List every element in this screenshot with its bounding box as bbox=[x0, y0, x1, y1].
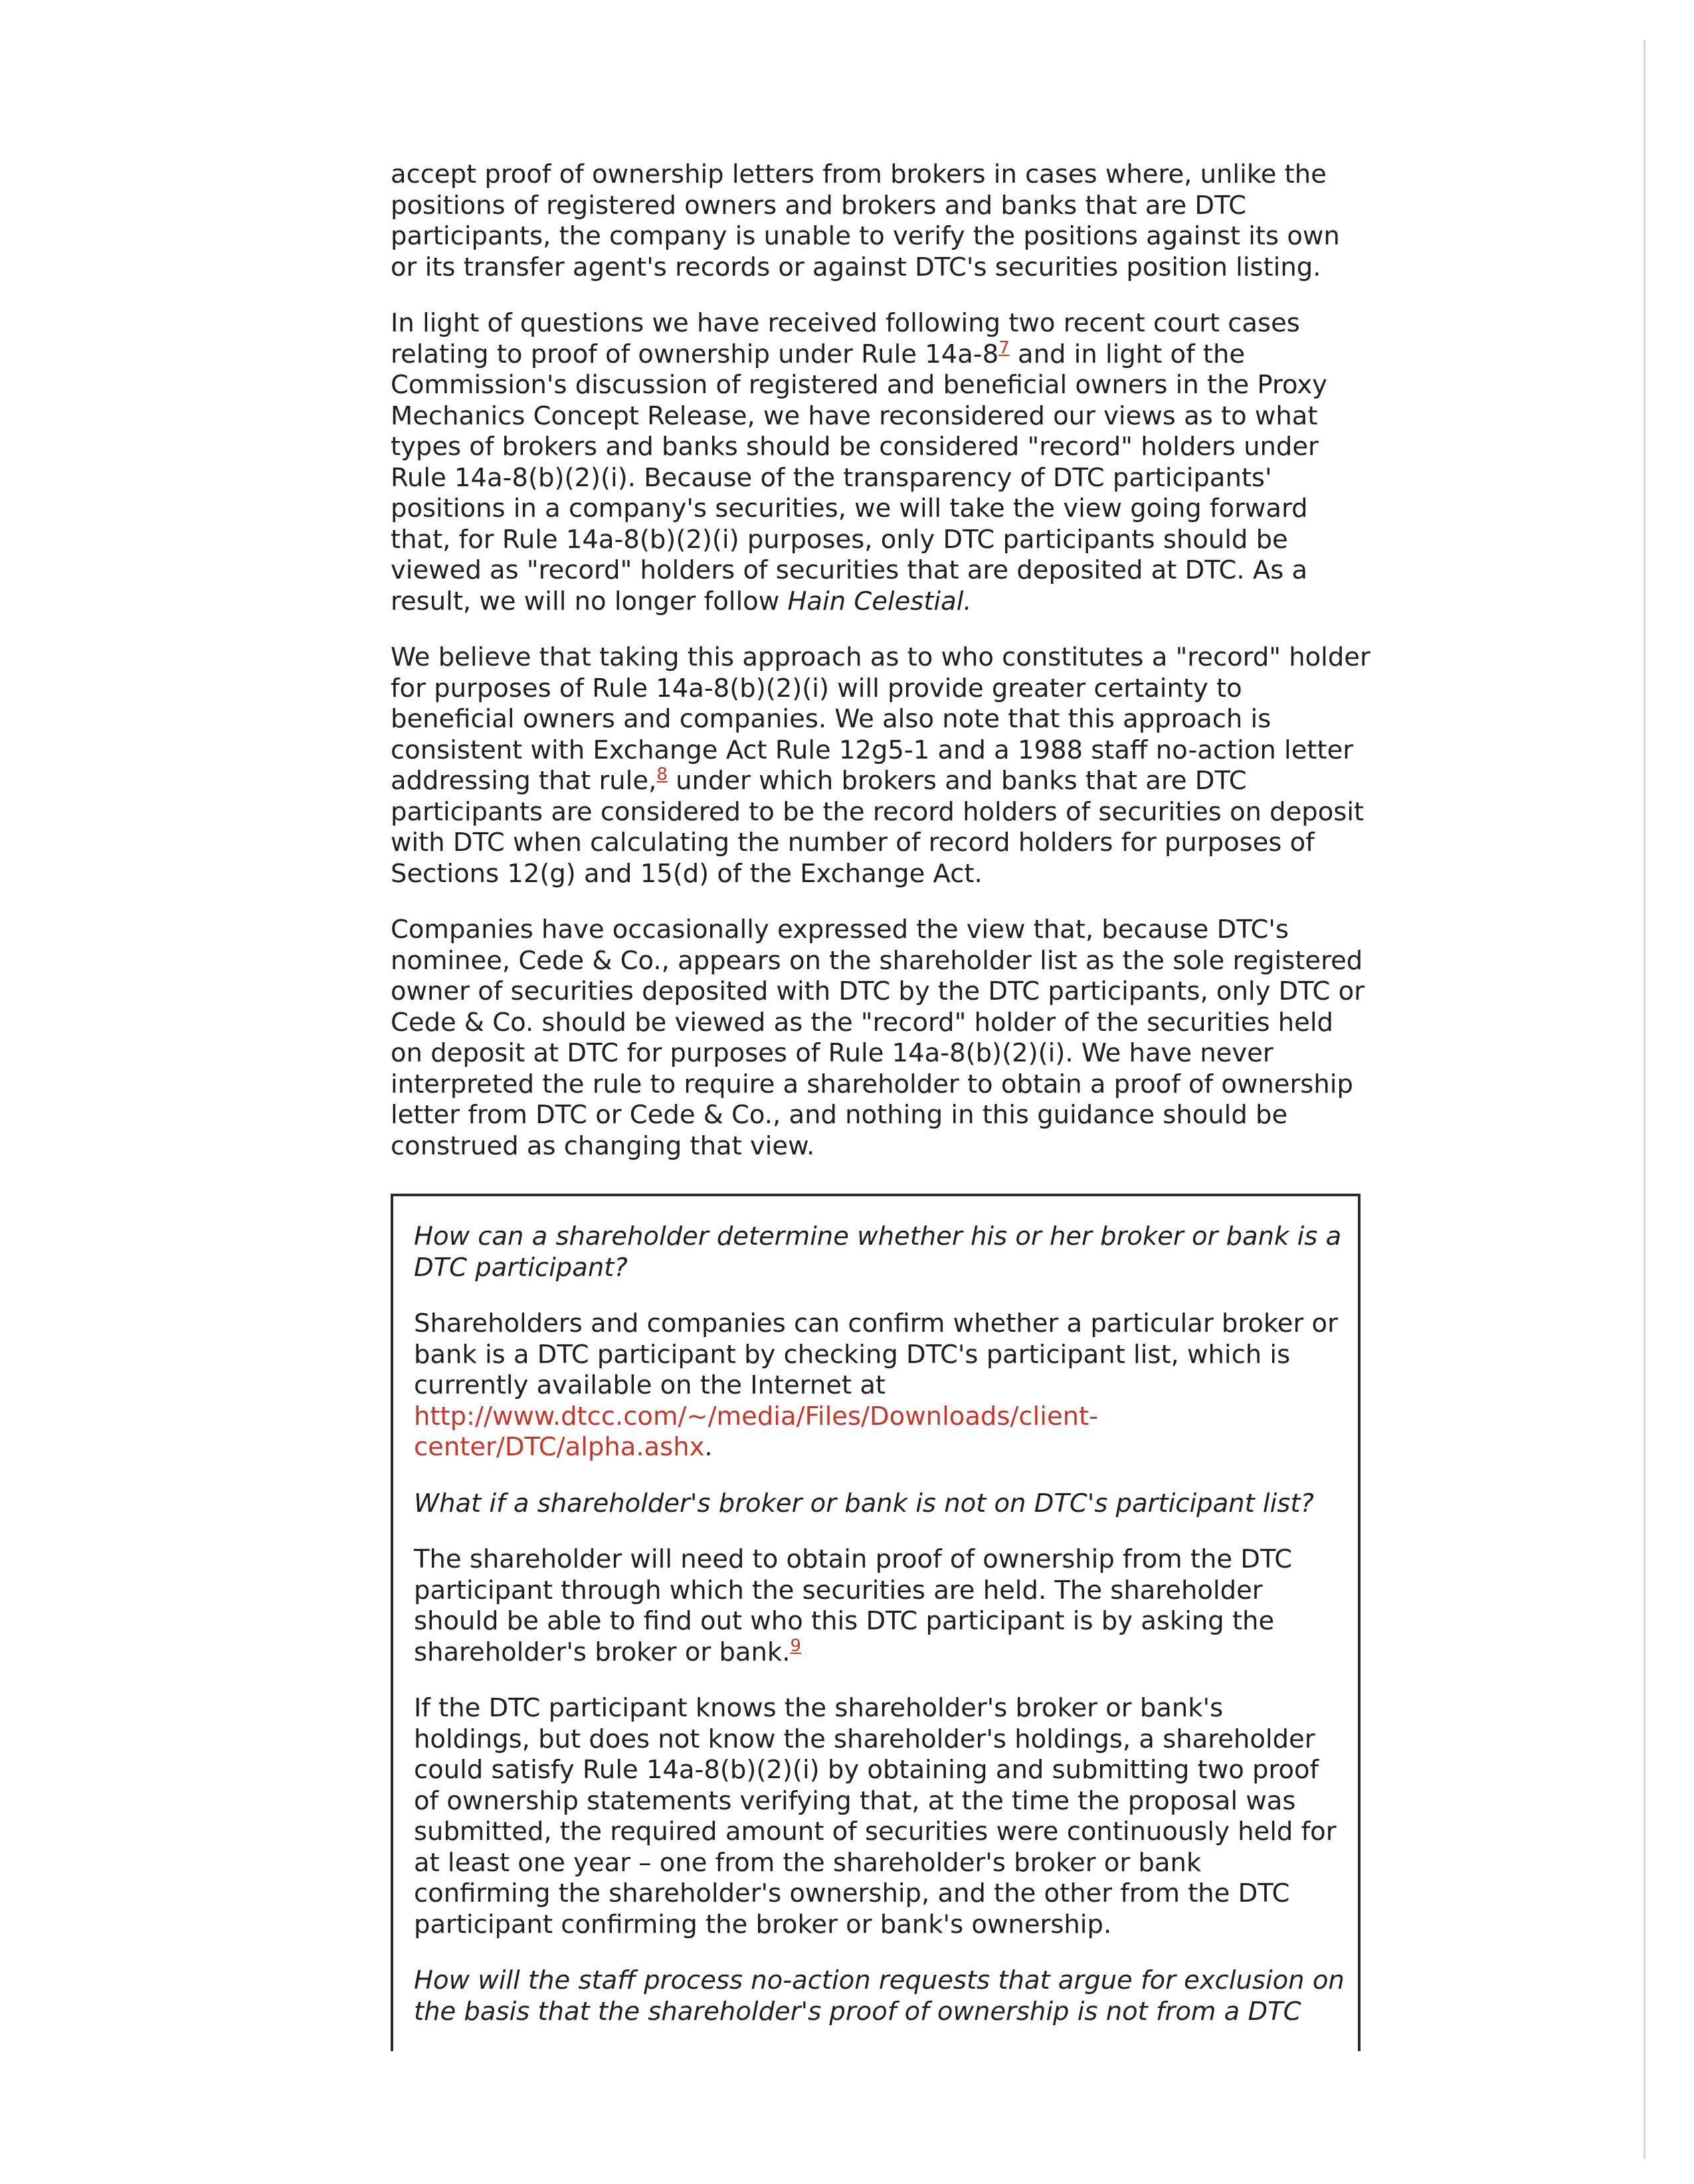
text-line: If the DTC participant knows the shareholder's broker or bank's bbox=[414, 1693, 1224, 1723]
text-line: In light of questions we have received following two recent court cases bbox=[391, 308, 1300, 338]
text-segment: result, we will no longer follow bbox=[391, 586, 788, 616]
text-line: confirming the shareholder's ownership, and the other from the DTC bbox=[414, 1878, 1290, 1908]
text-segment: addressing that rule, bbox=[391, 766, 657, 796]
text-line: consistent with Exchange Act Rule 12g5-1 and a 1988 staff no-action letter bbox=[391, 735, 1354, 765]
text-line: on deposit at DTC for purposes of Rule 14a-8(b)(2)(i). We have never bbox=[391, 1038, 1273, 1068]
text-segment: . bbox=[704, 1432, 713, 1462]
text-line: Cede & Co. should be viewed as the "record" holder of the securities held bbox=[391, 1007, 1333, 1038]
text-line: construed as changing that view. bbox=[391, 1131, 815, 1161]
text-line: How can a shareholder determine whether his or her broker or bank is a bbox=[414, 1222, 1342, 1251]
faq-box bbox=[391, 1194, 1361, 2051]
text-line: The shareholder will need to obtain proof of ownership from the DTC bbox=[414, 1544, 1293, 1574]
text-line: holdings, but does not know the shareholder's holdings, a shareholder bbox=[414, 1724, 1315, 1754]
text-line: that, for Rule 14a-8(b)(2)(i) purposes, only DTC participants should be bbox=[391, 524, 1288, 555]
text-line bbox=[391, 766, 1374, 797]
faq-question-3 bbox=[414, 1965, 1345, 2027]
text-line: letter from DTC or Cede & Co., and nothing in this guidance should be bbox=[391, 1100, 1288, 1130]
text-line bbox=[391, 587, 1374, 618]
text-line: accept proof of ownership letters from brokers in cases where, unlike the bbox=[391, 159, 1327, 189]
text-line: We believe that taking this approach as to who constitutes a "record" holder bbox=[391, 642, 1370, 672]
text-line: participant through which the securities are held. The shareholder bbox=[414, 1575, 1263, 1605]
footnote-link-9[interactable]: 9 bbox=[790, 1635, 801, 1656]
dtc-participant-list-link-cont[interactable]: center/DTC/alpha.ashx bbox=[414, 1432, 705, 1462]
text-line: Rule 14a-8(b)(2)(i). Because of the transparency of DTC participants' bbox=[391, 462, 1272, 493]
page-edge-line bbox=[1644, 40, 1646, 2159]
text-line: should be able to find out who this DTC participant is by asking the bbox=[414, 1606, 1275, 1636]
text-line: DTC participant? bbox=[414, 1252, 628, 1283]
text-line: could satisfy Rule 14a-8(b)(2)(i) by obtaining and submitting two proof bbox=[414, 1755, 1319, 1785]
text-line: the basis that the shareholder's proof of ownership is not from a DTC bbox=[414, 1996, 1301, 2027]
text-line: owner of securities deposited with DTC by the DTC participants, only DTC or bbox=[391, 976, 1365, 1006]
paragraph-cede-co bbox=[391, 915, 1374, 1162]
text-line: interpreted the rule to require a shareholder to obtain a proof of ownership bbox=[391, 1069, 1353, 1099]
document-body bbox=[391, 159, 1374, 1187]
text-line: Mechanics Concept Release, we have reconsidered our views as to what bbox=[391, 401, 1318, 431]
paragraph-proof-letters bbox=[391, 159, 1374, 283]
faq-box-content bbox=[414, 1222, 1345, 2052]
faq-answer-2 bbox=[414, 1544, 1337, 1668]
text-line: Sections 12(g) and 15(d) of the Exchange Act. bbox=[391, 858, 983, 889]
faq-question-1 bbox=[414, 1222, 1342, 1283]
text-line: nominee, Cede & Co., appears on the shareholder list as the sole registered bbox=[391, 945, 1363, 976]
text-line bbox=[391, 339, 1374, 371]
text-line: bank is a DTC participant by checking DTC's participant list, which is bbox=[414, 1339, 1291, 1370]
text-segment: and in light of the bbox=[1009, 339, 1246, 369]
text-line: Commission's discussion of registered and beneficial owners in the Proxy bbox=[391, 370, 1327, 400]
text-segment: shareholder's broker or bank. bbox=[414, 1637, 791, 1667]
text-line: positions in a company's securities, we will take the view going forward bbox=[391, 494, 1308, 523]
text-line: Shareholders and companies can confirm whether a particular broker or bbox=[414, 1309, 1338, 1338]
text-line: currently available on the Internet at bbox=[414, 1370, 886, 1400]
text-line: of ownership statements verifying that, at the time the proposal was bbox=[414, 1785, 1296, 1816]
text-segment: relating to proof of ownership under Rule 14a-8 bbox=[391, 339, 999, 369]
text-line: with DTC when calculating the number of record holders for purposes of bbox=[391, 828, 1315, 858]
text-line: positions of registered owners and brokers and banks that are DTC bbox=[391, 190, 1247, 221]
faq-answer-3 bbox=[414, 1693, 1337, 1940]
faq-answer-1 bbox=[414, 1309, 1337, 1463]
text-line: beneficial owners and companies. We also note that this approach is bbox=[391, 704, 1271, 734]
dtc-participant-list-link[interactable]: http://www.dtcc.com/~/media/Files/Downloads/client- bbox=[414, 1401, 1099, 1431]
footnote-link-7[interactable]: 7 bbox=[998, 337, 1010, 358]
text-line: for purposes of Rule 14a-8(b)(2)(i) will provide greater certainty to bbox=[391, 673, 1242, 703]
text-line: submitted, the required amount of securities were continuously held for bbox=[414, 1817, 1337, 1847]
text-line: Companies have occasionally expressed the view that, because DTC's bbox=[391, 915, 1289, 945]
text-line bbox=[414, 1637, 1337, 1669]
footnote-link-8[interactable]: 8 bbox=[656, 765, 668, 784]
faq-question-2 bbox=[414, 1489, 1337, 1520]
text-segment: under which brokers and banks that are DTC bbox=[667, 766, 1247, 796]
text-line: at least one year – one from the shareholder's broker or bank bbox=[414, 1847, 1202, 1878]
case-name-hain-celestial: Hain Celestial. bbox=[787, 586, 972, 616]
text-line: participant confirming the broker or bank's ownership. bbox=[414, 1909, 1112, 1940]
paragraph-approach bbox=[391, 642, 1374, 889]
text-line: What if a shareholder's broker or bank is not on DTC's participant list? bbox=[414, 1488, 1314, 1518]
text-line: viewed as "record" holders of securities that are deposited at DTC. As a bbox=[391, 555, 1308, 585]
paragraph-record-holders bbox=[391, 308, 1374, 617]
text-line: participants are considered to be the record holders of securities on deposit bbox=[391, 796, 1365, 827]
text-line: participants, the company is unable to verify the positions against its own bbox=[391, 221, 1340, 251]
text-line: types of brokers and banks should be considered "record" holders under bbox=[391, 432, 1319, 462]
text-line: or its transfer agent's records or against DTC's securities position listing. bbox=[391, 252, 1321, 282]
text-line: How will the staff process no-action requests that argue for exclusion on bbox=[414, 1965, 1345, 1995]
text-line bbox=[414, 1432, 1337, 1463]
